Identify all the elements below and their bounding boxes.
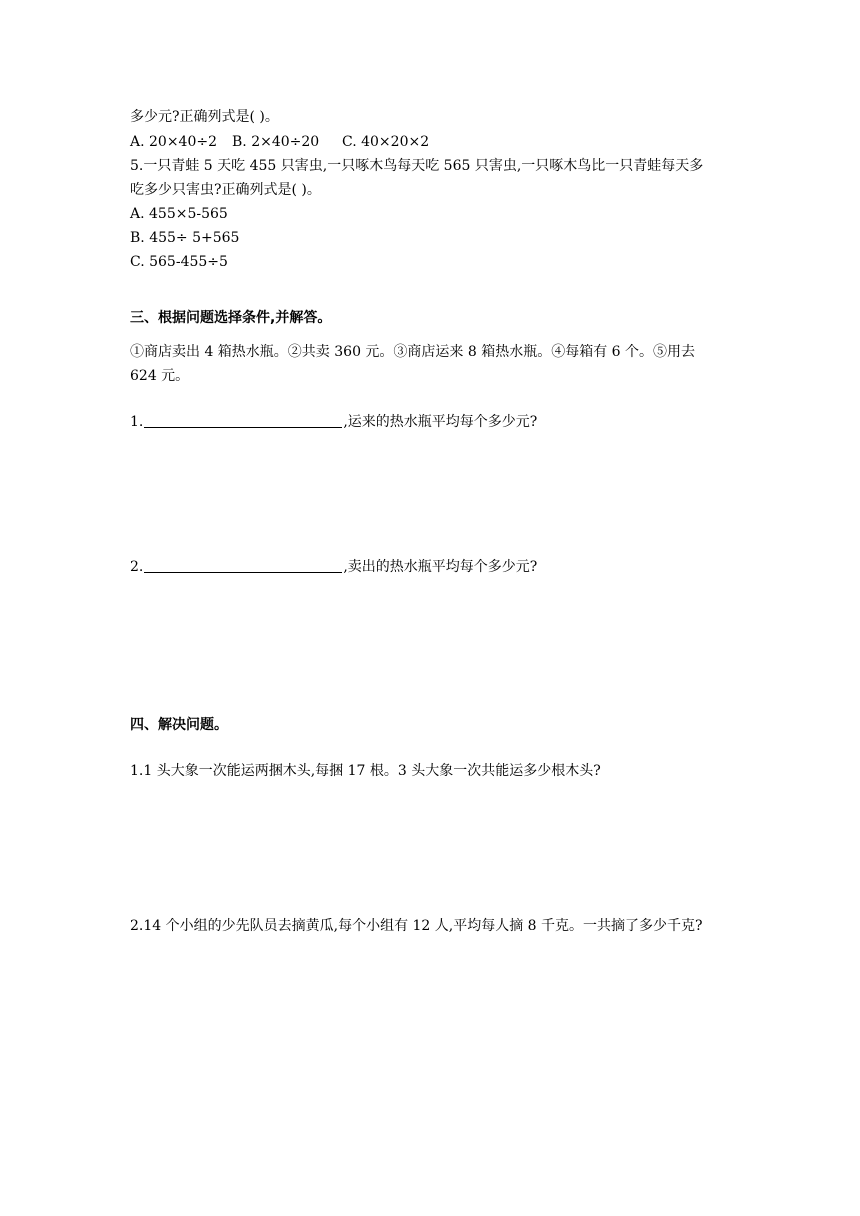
section3-conditions-line1: ①商店卖出 4 箱热水瓶。②共卖 360 元。③商店运来 8 箱热水瓶。④每箱有 6 个。⑤用去	[130, 344, 696, 360]
q5-option-b: B. 455÷ 5+565	[130, 230, 240, 246]
section3-conditions-line2: 624 元。	[130, 368, 190, 384]
section4-q2: 2.14 个小组的少先队员去摘黄瓜,每个小组有 12 人,平均每人摘 8 千克。一共摘了多少千克?	[130, 918, 703, 934]
q4-stem-tail: 多少元?正确列式是( )。	[130, 109, 279, 125]
q4-option-b: B. 2×40÷20	[232, 134, 320, 150]
section3-q1-number: 1.	[130, 414, 144, 430]
section3-q2	[130, 558, 537, 574]
section3-q2-blank[interactable]	[144, 558, 342, 573]
section3-q1	[130, 413, 537, 429]
section3-title: 三、根据问题选择条件,并解答。	[130, 310, 332, 326]
section3-q2-question: ,卖出的热水瓶平均每个多少元?	[343, 559, 538, 575]
section3-q1-blank[interactable]	[144, 413, 342, 428]
section3-q2-number: 2.	[130, 559, 144, 575]
q5-option-c: C. 565-455÷5	[130, 254, 228, 270]
section3-q1-question: ,运来的热水瓶平均每个多少元?	[343, 414, 538, 430]
section4-q1: 1.1 头大象一次能运两捆木头,每捆 17 根。3 头大象一次共能运多少根木头?	[130, 763, 601, 779]
q5-option-a: A. 455×5-565	[130, 206, 228, 222]
q5-stem-line1: 5.一只青蛙 5 天吃 455 只害虫,一只啄木鸟每天吃 565 只害虫,一只啄木鸟比一只青蛙每天多	[130, 158, 704, 174]
q4-option-c: C. 40×20×2	[342, 134, 430, 150]
section4-title: 四、解决问题。	[130, 717, 228, 733]
q4-options	[130, 135, 429, 149]
q5-stem-line2: 吃多少只害虫?正确列式是( )。	[130, 182, 321, 198]
q4-option-a: A. 20×40÷2	[130, 134, 218, 150]
